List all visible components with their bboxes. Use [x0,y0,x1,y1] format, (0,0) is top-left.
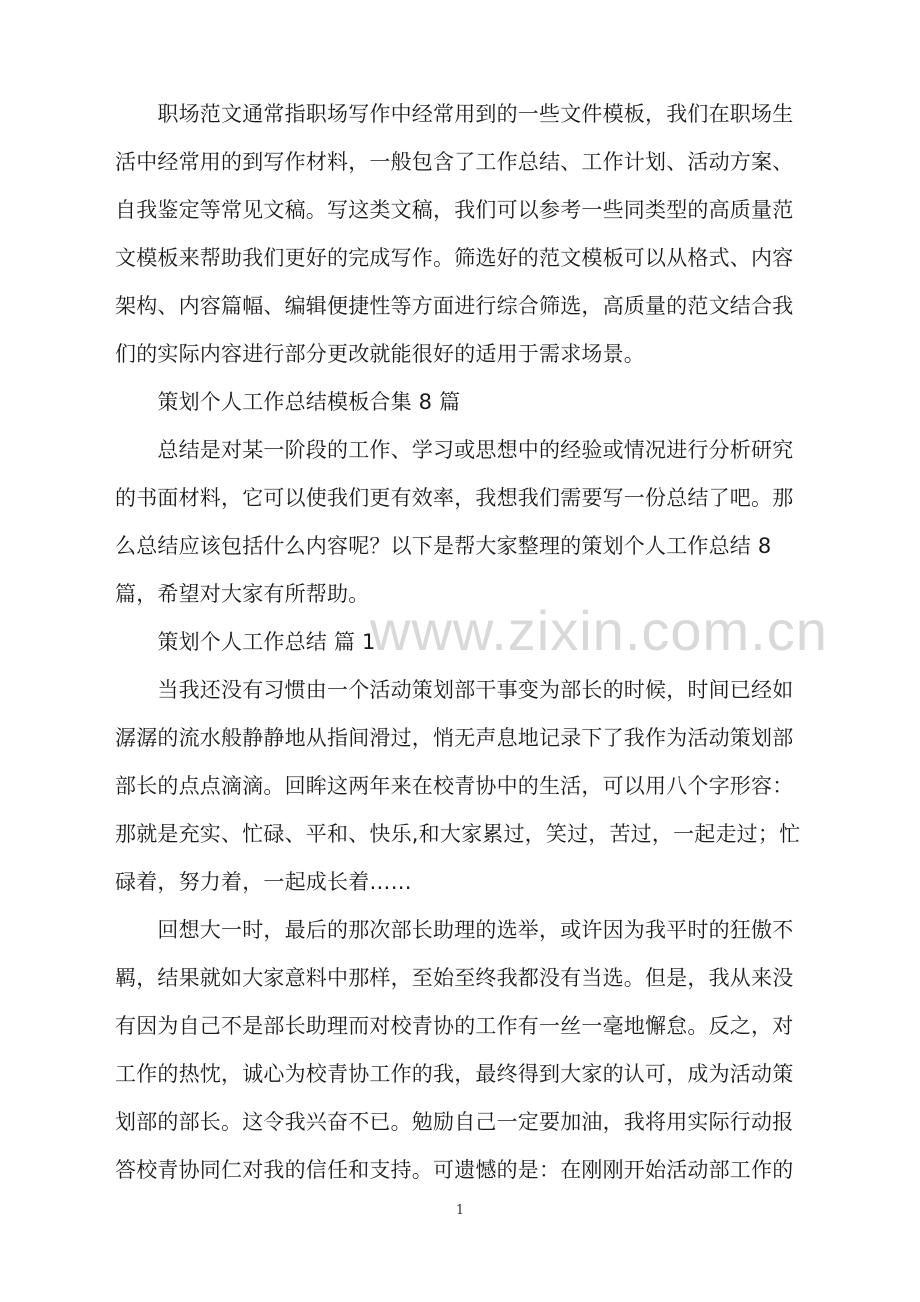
text-line: 文模板来帮助我们更好的完成写作。筛选好的范文模板可以从格式、内容 [115,246,794,270]
text-line: 羁，结果就如大家意料中那样，至始至终我都没有当选。但是，我从来没 [115,966,794,990]
text-line: 回想大一时，最后的那次部长助理的选举，或许因为我平时的狂傲不 [115,918,794,942]
text-line: 么总结应该包括什么内容呢？以下是帮大家整理的策划个人工作总结 8 [115,534,772,558]
text-line: 部长的点点滴滴。回眸这两年来在校青协中的生活，可以用八个字形容： [115,774,794,798]
text-line: 那就是充实、忙碌、平和、快乐,和大家累过，笑过，苦过，一起走过；忙 [115,822,801,846]
text-line: 有因为自己不是部长助理而对校青协的工作有一丝一毫地懈怠。反之，对 [115,1014,794,1038]
text-line: 篇，希望对大家有所帮助。 [115,582,370,606]
text-line: 们的实际内容进行部分更改就能很好的适用于需求场景。 [115,342,645,366]
text-line: 架构、内容篇幅、编辑便捷性等方面进行综合筛选，高质量的范文结合我 [115,294,794,318]
text-line: 自我鉴定等常见文稿。写这类文稿，我们可以参考一些同类型的高质量范 [115,198,794,222]
text-line: 当我还没有习惯由一个活动策划部干事变为部长的时候，时间已经如 [115,678,794,702]
text-line: 职场范文通常指职场写作中经常用到的一些文件模板，我们在职场生 [115,102,794,126]
section-title: 策划个人工作总结模板合集 8 篇 [115,390,461,414]
text-line: 碌着，努力着，一起成长着…… [115,870,412,894]
watermark: www.zixin.com.cn [370,599,828,662]
text-line: 答校青协同仁对我的信任和支持。可遗憾的是：在刚刚开始活动部工作的 [115,1158,794,1182]
text-line: 划部的部长。这令我兴奋不已。勉励自己一定要加油，我将用实际行动报 [115,1110,794,1134]
section-title: 策划个人工作总结 篇 1 [115,630,376,654]
text-line: 总结是对某一阶段的工作、学习或思想中的经验或情况进行分析研究 [115,438,794,462]
text-line: 活中经常用的到写作材料，一般包含了工作总结、工作计划、活动方案、 [115,150,794,174]
text-line: 工作的热忱，诚心为校青协工作的我，最终得到大家的认可，成为活动策 [115,1062,794,1086]
text-line: 潺潺的流水般静静地从指间滑过，悄无声息地记录下了我作为活动策划部 [115,726,794,750]
text-line: 的书面材料，它可以使我们更有效率，我想我们需要写一份总结了吧。那 [115,486,794,510]
page-number: 1 [455,1203,465,1218]
